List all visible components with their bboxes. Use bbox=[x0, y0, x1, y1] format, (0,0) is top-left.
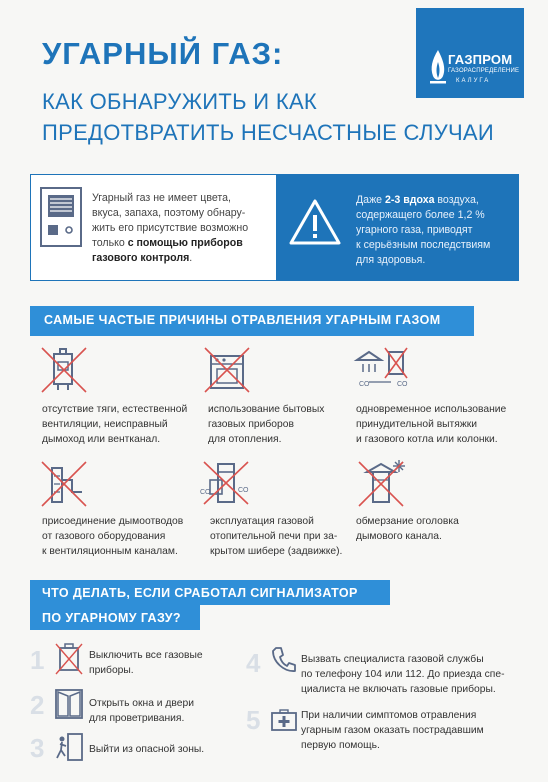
info-right-text: Даже 2-3 вдоха воздуха, содержащего более 1,2 % угарного газа, приводят к серьёзным последствиям для здоровья. bbox=[356, 194, 491, 266]
step-1-text: Выключить все газовые приборы. bbox=[89, 650, 203, 676]
steps-header-line1: ЧТО ДЕЛАТЬ, ЕСЛИ СРАБОТАЛ СИГНАЛИЗАТОР bbox=[30, 580, 390, 605]
exit-icon bbox=[54, 732, 84, 762]
cause-6-caption: обмерзание оголовка дымового канала. bbox=[356, 516, 459, 542]
step-4-number: 4 bbox=[246, 648, 261, 678]
gas-appliance-off-icon bbox=[54, 642, 84, 676]
gas-flame-icon bbox=[428, 48, 448, 86]
open-window-icon bbox=[54, 688, 84, 720]
cause-5-caption: эксплуатация газовой отопительной печи при за- крытом шибере (задвижке). bbox=[210, 516, 343, 557]
page-subtitle-line1: КАК ОБНАРУЖИТЬ И КАК bbox=[42, 89, 318, 114]
warning-icon bbox=[288, 198, 342, 246]
stove-heating-icon bbox=[205, 348, 249, 392]
hood-boiler-icon bbox=[353, 346, 409, 392]
frozen-chimney-icon bbox=[353, 458, 409, 508]
logo-subtitle: ГАЗОРАСПРЕДЕЛЕНИЕ bbox=[448, 68, 520, 74]
cause-3-caption: одновременное использование принудительной вытяжки и газового котла или колонки. bbox=[356, 404, 507, 445]
boiler-no-draft-icon bbox=[42, 348, 86, 392]
step-5-number: 5 bbox=[246, 705, 261, 735]
closed-damper-icon bbox=[200, 460, 252, 506]
cause-2-caption: использование бытовых газовых приборов для отопления. bbox=[208, 404, 325, 445]
page-subtitle-line2: ПРЕДОТВРАТИТЬ НЕСЧАСТНЫЕ СЛУЧАИ bbox=[42, 120, 495, 145]
co-label: CO bbox=[238, 487, 249, 494]
steps-header-line2: ПО УГАРНОМУ ГАЗУ? bbox=[30, 605, 200, 630]
logo-city: КАЛУГА bbox=[456, 78, 491, 84]
co-label: CO bbox=[359, 381, 370, 388]
logo-brand: ГАЗПРОМ bbox=[448, 52, 513, 67]
gazprom-logo bbox=[416, 8, 524, 98]
gas-detector-icon bbox=[40, 187, 82, 247]
step-1-number: 1 bbox=[30, 645, 45, 675]
causes-header: САМЫЕ ЧАСТЫЕ ПРИЧИНЫ ОТРАВЛЕНИЯ УГАРНЫМ ГАЗОМ bbox=[30, 306, 474, 336]
chimney-vent-icon bbox=[42, 462, 86, 506]
step-4-text: Вызвать специалиста газовой службы по телефону 104 или 112. До приезда спе- циалиста не включать газовые приборы. bbox=[301, 654, 505, 695]
info-left-text: Угарный газ не имеет цвета, вкуса, запаха, поэтому обнару- жить его присутствие возможно только с помощью приборов газового контроля. bbox=[92, 192, 249, 264]
phone-icon bbox=[270, 646, 296, 676]
step-2-text: Открыть окна и двери для проветривания. bbox=[89, 698, 194, 724]
step-5-text: При наличии симптомов отравления угарным газом оказать пострадавшим первую помощь. bbox=[301, 710, 484, 751]
cause-4-caption: присоединение дымоотводов от газового оборудования к вентиляционным каналам. bbox=[42, 516, 184, 557]
step-3-text: Выйти из опасной зоны. bbox=[89, 744, 205, 755]
page-title: УГАРНЫЙ ГАЗ: bbox=[42, 36, 284, 71]
co-label: CO bbox=[397, 381, 408, 388]
first-aid-icon bbox=[270, 708, 298, 732]
step-2-number: 2 bbox=[30, 690, 45, 720]
co-label: CO bbox=[200, 489, 211, 496]
step-3-number: 3 bbox=[30, 733, 45, 763]
cause-1-caption: отсутствие тяги, естественной вентиляции, неисправный дымоход или вентканал. bbox=[42, 404, 188, 445]
